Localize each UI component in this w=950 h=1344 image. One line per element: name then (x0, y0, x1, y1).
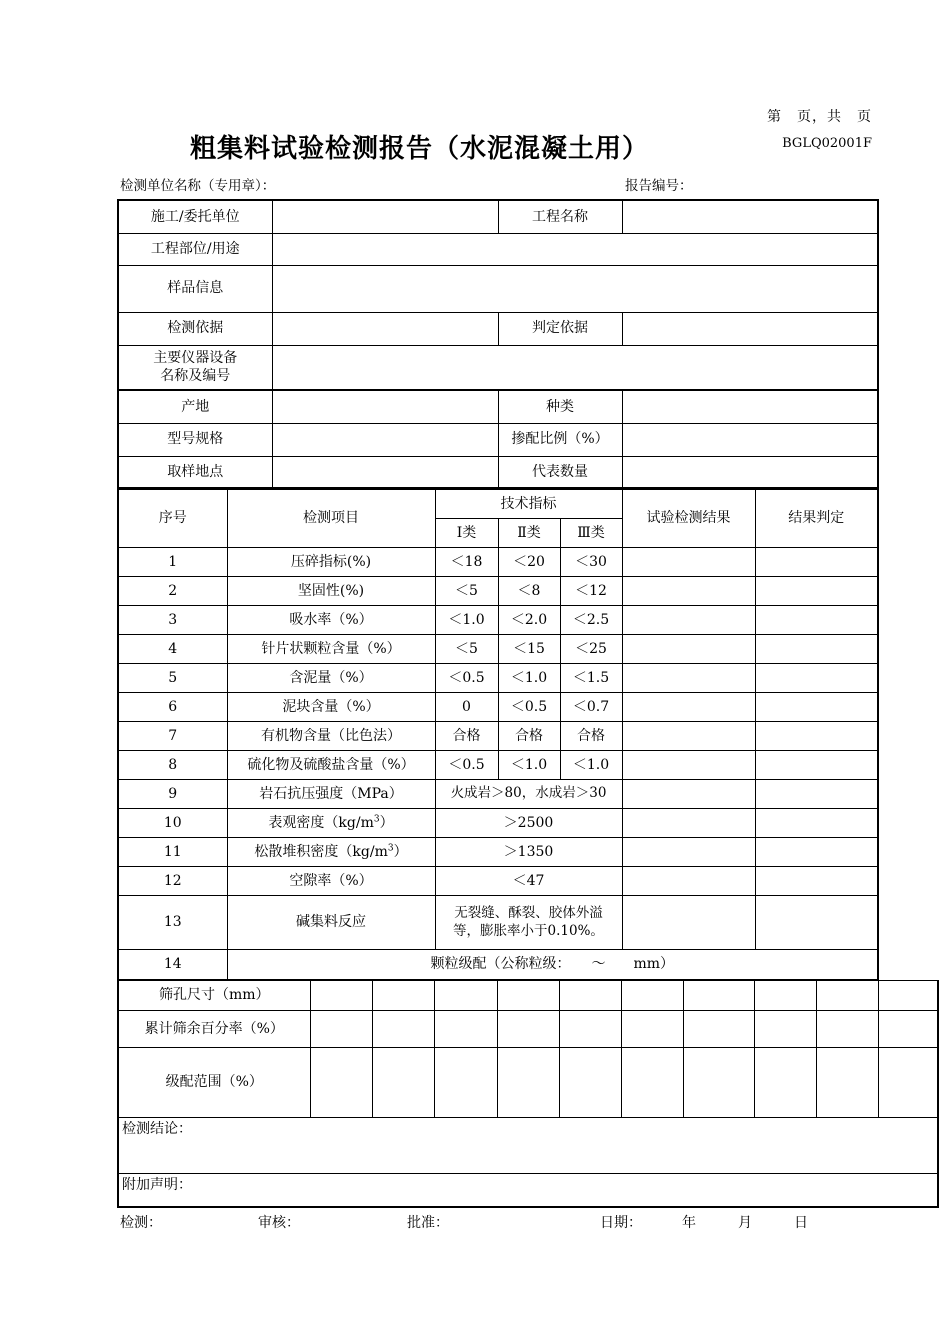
row-class-1: ＜0.5 (435, 664, 498, 693)
grading-range-row (118, 1048, 938, 1118)
header-class-2: Ⅱ类 (498, 519, 560, 548)
equipment-label-line1: 主要仪器设备 (153, 350, 238, 367)
header-judgement: 结果判定 (755, 490, 878, 548)
sieve-cell[interactable] (621, 1048, 683, 1118)
row-class-3: ＜12 (560, 577, 622, 606)
table-row (118, 896, 878, 950)
row-judgement[interactable] (755, 722, 878, 751)
row-item (227, 838, 435, 867)
approver-label: 批准： (407, 1215, 449, 1231)
sieve-cell[interactable] (372, 1048, 434, 1118)
sieve-cell[interactable] (434, 1011, 497, 1048)
row-no: 12 (118, 867, 227, 896)
row-no: 9 (118, 780, 227, 809)
table-row (118, 780, 878, 809)
month-label: 月 (738, 1215, 752, 1231)
test-basis-label: 检测依据 (118, 312, 272, 345)
origin-label: 产地 (118, 390, 272, 423)
row-judgement[interactable] (755, 606, 878, 635)
sieve-cell[interactable] (497, 1048, 559, 1118)
statement-label: 附加声明： (122, 1177, 192, 1193)
sample-info-value[interactable] (272, 265, 878, 312)
row-judgement[interactable] (755, 809, 878, 838)
sieve-table (117, 980, 939, 1208)
row-item: 压碎指标(%) (227, 548, 435, 577)
row-judgement[interactable] (755, 838, 878, 867)
header-result: 试验检测结果 (622, 490, 755, 548)
sieve-cell[interactable] (754, 1011, 816, 1048)
row-result[interactable] (622, 896, 755, 950)
sieve-cell[interactable] (683, 1048, 754, 1118)
rep-qty-value[interactable] (622, 456, 878, 488)
row-class-1: 0 (435, 693, 498, 722)
sieve-cell[interactable] (816, 1011, 878, 1048)
cumulative-row (118, 1011, 938, 1048)
row-no: 6 (118, 693, 227, 722)
row-result[interactable] (622, 809, 755, 838)
rep-qty-label: 代表数量 (498, 456, 622, 488)
row-item-sup: 3 (387, 843, 394, 854)
sieve-cell[interactable] (434, 981, 497, 1011)
row-class-3: 合格 (560, 722, 622, 751)
row-result[interactable] (622, 751, 755, 780)
test-basis-value[interactable] (272, 312, 498, 345)
client-value[interactable] (272, 200, 498, 233)
report-number-label: 报告编号： (625, 178, 693, 194)
row-item: 针片状颗粒含量（%） (227, 635, 435, 664)
judge-basis-value[interactable] (622, 312, 878, 345)
row-judgement[interactable] (755, 548, 878, 577)
mix-ratio-value[interactable] (622, 423, 878, 456)
test-items-table (117, 489, 879, 981)
row-class-2: ＜2.0 (498, 606, 560, 635)
row-no: 5 (118, 664, 227, 693)
row-class-3: ＜1.5 (560, 664, 622, 693)
origin-value[interactable] (272, 390, 498, 423)
row-judgement[interactable] (755, 635, 878, 664)
header-class-3: Ⅲ类 (560, 519, 622, 548)
sieve-cell[interactable] (878, 981, 938, 1011)
row-item: 硫化物及硫酸盐含量（%） (227, 751, 435, 780)
sieve-cell[interactable] (816, 1048, 878, 1118)
row-spec: ＞2500 (435, 809, 622, 838)
row-class-1: ＜0.5 (435, 751, 498, 780)
row-item-text: 表观密度（kg/m (268, 814, 374, 831)
cumulative-label: 累计筛余百分率（%） (118, 1011, 310, 1048)
row-result[interactable] (622, 577, 755, 606)
row-item: 含泥量（%） (227, 664, 435, 693)
table-row (118, 548, 878, 577)
row-class-1: ＜5 (435, 577, 498, 606)
sieve-cell[interactable] (434, 1048, 497, 1118)
row-spec-line1: 无裂缝、酥裂、胶体外溢 (454, 904, 603, 921)
sieve-cell[interactable] (559, 981, 621, 1011)
row-item: 坚固性(%) (227, 577, 435, 606)
table-row (118, 809, 878, 838)
model-spec-label: 型号规格 (118, 423, 272, 456)
row-item: 泥块含量（%） (227, 693, 435, 722)
date-label: 日期： (600, 1215, 642, 1231)
table-row (118, 722, 878, 751)
row-class-3: ＜30 (560, 548, 622, 577)
row-item: 有机物含量（比色法） (227, 722, 435, 751)
row-class-1: 合格 (435, 722, 498, 751)
row-class-2: ＜15 (498, 635, 560, 664)
sieve-cell[interactable] (310, 1011, 372, 1048)
table-row (118, 838, 878, 867)
row-class-2: 合格 (498, 722, 560, 751)
sieve-cell[interactable] (310, 981, 372, 1011)
row-no: 13 (118, 896, 227, 950)
statement-cell[interactable] (118, 1174, 938, 1207)
testing-unit-label: 检测单位名称（专用章）： (120, 178, 276, 194)
row-no: 3 (118, 606, 227, 635)
row-judgement[interactable] (755, 751, 878, 780)
equipment-label (118, 345, 272, 390)
header-item: 检测项目 (227, 490, 435, 548)
year-label: 年 (682, 1215, 696, 1231)
row-no: 11 (118, 838, 227, 867)
row-no: 10 (118, 809, 227, 838)
row-class-1: ＜5 (435, 635, 498, 664)
row-judgement[interactable] (755, 693, 878, 722)
row-result[interactable] (622, 548, 755, 577)
row-class-2: ＜1.0 (498, 664, 560, 693)
kind-label: 种类 (498, 390, 622, 423)
row-spec: ＞1350 (435, 838, 622, 867)
sieve-cell[interactable] (372, 981, 434, 1011)
reviewer-label: 审核： (258, 1215, 300, 1231)
client-label: 施工/委托单位 (118, 200, 272, 233)
row-item-text: 松散堆积密度（kg/m (254, 843, 388, 860)
row-class-1: ＜18 (435, 548, 498, 577)
row-judgement[interactable] (755, 867, 878, 896)
sieve-cell[interactable] (497, 1011, 559, 1048)
row-class-3: ＜1.0 (560, 751, 622, 780)
row-class-3: ＜25 (560, 635, 622, 664)
model-spec-value[interactable] (272, 423, 498, 456)
equipment-label-line2: 名称及编号 (160, 368, 231, 385)
tester-label: 检测： (120, 1215, 162, 1231)
row-judgement[interactable] (755, 577, 878, 606)
page-number: 第 页，共 页 (767, 109, 872, 125)
row-result[interactable] (622, 635, 755, 664)
part-use-label: 工程部位/用途 (118, 233, 272, 265)
row-result[interactable] (622, 722, 755, 751)
table-row (118, 664, 878, 693)
sieve-cell[interactable] (559, 1011, 621, 1048)
sieve-cell[interactable] (878, 1048, 938, 1118)
day-label: 日 (794, 1215, 808, 1231)
form-code: BGLQ02001F (782, 136, 872, 151)
header-class-1: Ⅰ类 (435, 519, 498, 548)
row-result[interactable] (622, 664, 755, 693)
sieve-cell[interactable] (621, 1011, 683, 1048)
row-item: 空隙率（%） (227, 867, 435, 896)
grading-item: 颗粒级配（公称粒级： ～ mm） (227, 950, 878, 980)
sieve-size-row (118, 981, 938, 1011)
sieve-cell[interactable] (878, 1011, 938, 1048)
sieve-cell[interactable] (816, 981, 878, 1011)
grading-range-label: 级配范围（%） (118, 1048, 310, 1118)
row-result[interactable] (622, 780, 755, 809)
project-name-label: 工程名称 (498, 200, 622, 233)
row-no: 1 (118, 548, 227, 577)
sieve-cell[interactable] (372, 1011, 434, 1048)
sample-info-label: 样品信息 (118, 265, 272, 312)
row-class-3: ＜0.7 (560, 693, 622, 722)
mix-ratio-label: 掺配比例（%） (498, 423, 622, 456)
row-no: 8 (118, 751, 227, 780)
row-class-2: ＜20 (498, 548, 560, 577)
conclusion-label: 检测结论： (122, 1121, 192, 1137)
sieve-cell[interactable] (497, 981, 559, 1011)
row-spec: 火成岩＞80，水成岩＞30 (435, 780, 622, 809)
table-row (118, 606, 878, 635)
row-class-2: ＜0.5 (498, 693, 560, 722)
row-class-1: ＜1.0 (435, 606, 498, 635)
sieve-cell[interactable] (754, 1048, 816, 1118)
row-judgement[interactable] (755, 780, 878, 809)
row-item (227, 809, 435, 838)
sieve-cell[interactable] (310, 1048, 372, 1118)
table-row (118, 867, 878, 896)
row-result[interactable] (622, 838, 755, 867)
info-table (117, 199, 879, 489)
table-row (118, 635, 878, 664)
row-judgement[interactable] (755, 896, 878, 950)
kind-value[interactable] (622, 390, 878, 423)
row-spec: ＜47 (435, 867, 622, 896)
row-spec-line2: 等，膨胀率小于0.10%。 (453, 922, 604, 939)
row-item: 岩石抗压强度（MPa） (227, 780, 435, 809)
row-class-2: ＜1.0 (498, 751, 560, 780)
part-use-value[interactable] (272, 233, 878, 265)
row-result[interactable] (622, 693, 755, 722)
table-row (118, 577, 878, 606)
sample-place-label: 取样地点 (118, 456, 272, 488)
equipment-value[interactable] (272, 345, 878, 390)
header-tech-spec: 技术指标 (435, 490, 622, 519)
sieve-cell[interactable] (754, 981, 816, 1011)
row-no: 4 (118, 635, 227, 664)
row-item: 吸水率（%） (227, 606, 435, 635)
row-result[interactable] (622, 867, 755, 896)
header-no: 序号 (118, 490, 227, 548)
row-spec (435, 896, 622, 950)
table-row (118, 950, 878, 980)
conclusion-cell[interactable] (118, 1118, 938, 1174)
table-row (118, 693, 878, 722)
sieve-cell[interactable] (683, 1011, 754, 1048)
sieve-cell[interactable] (621, 981, 683, 1011)
row-class-3: ＜2.5 (560, 606, 622, 635)
row-no: 14 (118, 950, 227, 980)
row-result[interactable] (622, 606, 755, 635)
sieve-size-label: 筛孔尺寸（mm） (118, 981, 310, 1011)
sample-place-value[interactable] (272, 456, 498, 488)
sieve-cell[interactable] (683, 981, 754, 1011)
row-item-text-end: ） (393, 843, 408, 860)
row-item-text-end: ） (379, 814, 394, 831)
row-judgement[interactable] (755, 664, 878, 693)
row-item-sup: 3 (373, 814, 380, 825)
row-class-2: ＜8 (498, 577, 560, 606)
table-row (118, 751, 878, 780)
row-item: 碱集料反应 (227, 896, 435, 950)
row-no: 2 (118, 577, 227, 606)
sieve-cell[interactable] (559, 1048, 621, 1118)
judge-basis-label: 判定依据 (498, 312, 622, 345)
report-title: 粗集料试验检测报告（水泥混凝土用） (190, 134, 650, 164)
project-name-value[interactable] (622, 200, 878, 233)
row-no: 7 (118, 722, 227, 751)
